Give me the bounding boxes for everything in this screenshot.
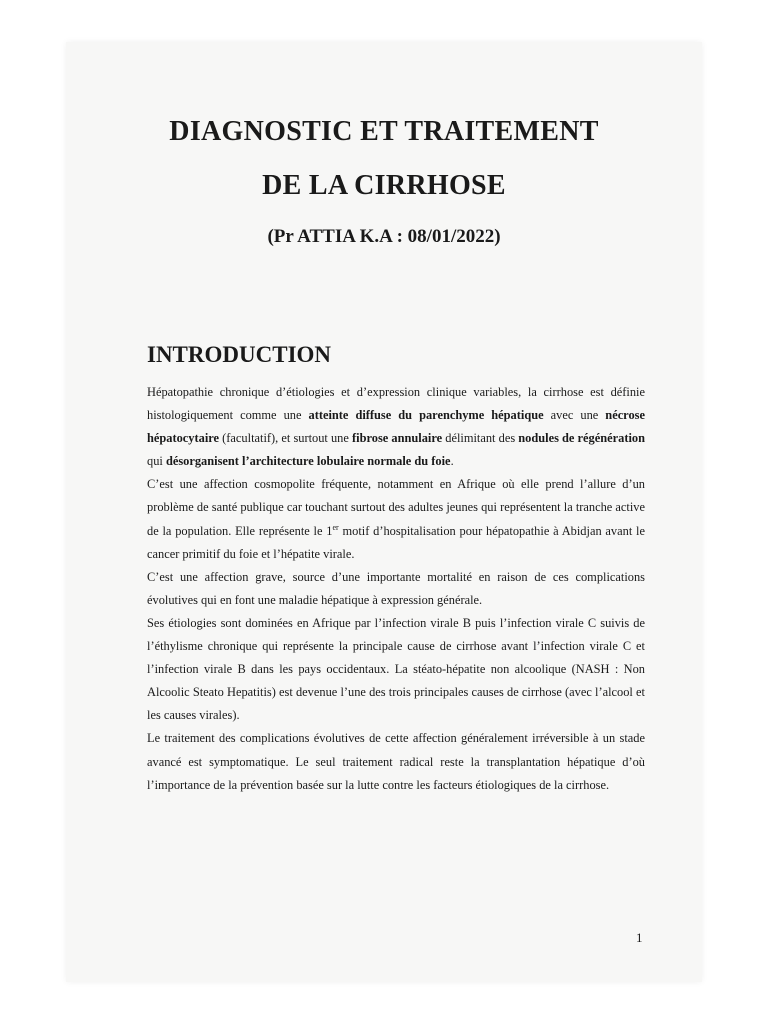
text-run: . — [450, 454, 454, 469]
text-run: qui — [147, 454, 166, 469]
text-run: avec une — [543, 408, 606, 423]
superscript: er — [332, 522, 339, 532]
bold-term: désorganisent l’architecture lobulaire normale du foie — [165, 454, 451, 469]
text-run: (facultatif), et surtout une — [219, 431, 353, 446]
text-run: motif d’hospitalisation pour hépatopathie à Abidjan avant le cancer primitif du foie et l’hépatite virale. — [147, 523, 645, 561]
paragraph-epidemiology — [147, 473, 645, 565]
document-subtitle: (Pr ATTIA K.A : 08/01/2022) — [267, 226, 501, 247]
paragraph-treatment: Le traitement des complications évolutives de cette affection généralement irréversible à un stade avancé est symptomatique. Le seul traitement radical reste la transplantation hépatique d’où l’importance de la prévention basée sur la lutte contre les facteurs étiologiques de la cirrhose. — [147, 731, 645, 792]
paragraph-etiologies: Ses étiologies sont dominées en Afrique par l’infection virale B puis l’infection virale C suivis de l’éthylisme chronique qui représente la principale cause de cirrhose avant l’infection virale C et l’infection virale B dans les pays occidentaux. La stéato-hépatite non alcoolique (NASH : Non Alcoolic Steato Hepatitis) est devenue l’une des trois principales causes de cirrhose (avec l’alcool et les causes virales). — [147, 615, 645, 723]
introduction-body — [147, 381, 645, 797]
bold-term: nécrose hépatocytaire — [147, 408, 645, 446]
document-title-line-1: DIAGNOSTIC ET TRAITEMENT — [169, 116, 599, 147]
bold-term: nodules de régénération — [518, 431, 645, 446]
text-run: délimitant des — [442, 431, 519, 446]
section-heading-introduction: INTRODUCTION — [147, 342, 332, 367]
text-run: C’est une affection cosmopolite fréquente, notamment en Afrique où elle prend l’allure d’un problème de santé publique car touchant surtout des adultes jeunes qui représentent la tranche active de la population. Elle représente le 1 — [147, 477, 645, 538]
text-run: Hépatopathie chronique d’étiologies et d’expression clinique variables, la cirrhose est définie histologiquement comme une — [147, 385, 645, 423]
bold-term: fibrose annulaire — [352, 431, 443, 446]
bold-term: atteinte diffuse du parenchyme hépatique — [308, 408, 544, 423]
paragraph-severity: C’est une affection grave, source d’une importante mortalité en raison de ces complications évolutives qui en font une maladie hépatique à expression générale. — [147, 569, 645, 607]
document-title-line-2: DE LA CIRRHOSE — [262, 170, 506, 201]
paragraph-definition — [147, 381, 645, 473]
page-number: 1 — [636, 930, 643, 945]
